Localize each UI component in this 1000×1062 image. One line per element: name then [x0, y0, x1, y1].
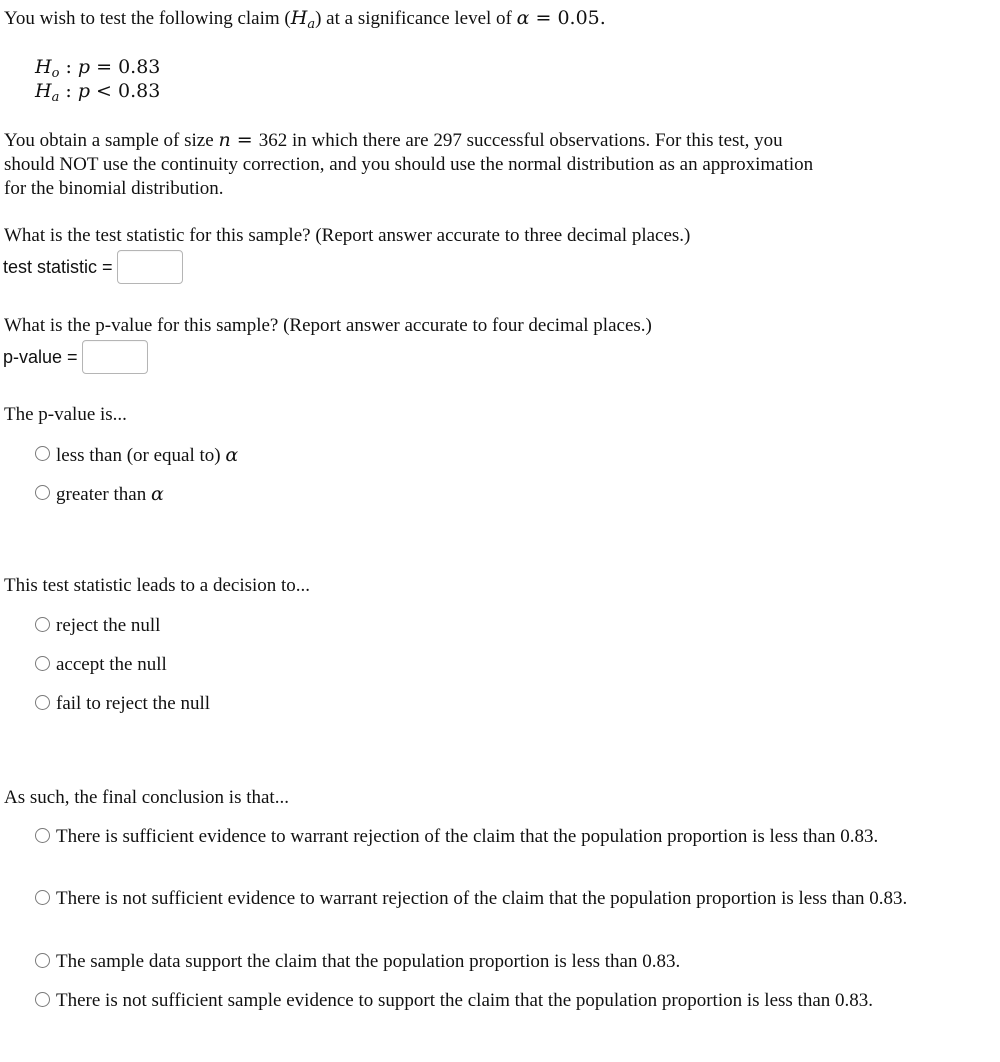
test-statistic-label: test statistic = — [3, 256, 113, 277]
p-value-row — [3, 340, 148, 374]
claim-H-symbol: H — [290, 7, 308, 29]
p-value-input[interactable] — [82, 340, 148, 374]
radio-button[interactable] — [35, 828, 50, 843]
radio-button[interactable] — [35, 695, 50, 710]
p-value-compare-question: The p-value is... — [4, 404, 127, 425]
radio-button[interactable] — [35, 890, 50, 905]
conclusion-question: As such, the final conclusion is that... — [4, 787, 289, 808]
test-statistic-question: What is the test statistic for this sample? (Report answer accurate to three decimal places.) — [4, 225, 691, 246]
p-value-label: p-value = — [3, 346, 78, 367]
conclusion-option-4[interactable]: There is not sufficient sample evidence to support the claim that the population proportion is less than 0.83. — [35, 989, 936, 1013]
test-statistic-row — [3, 250, 183, 284]
alpha-symbol: α — [516, 7, 530, 29]
decision-option-fail-to-reject[interactable]: fail to reject the null — [35, 692, 210, 716]
conclusion-option-3[interactable]: The sample data support the claim that the population proportion is less than 0.83. — [35, 950, 936, 974]
intro-text: You wish to test the following claim $(H_a)$ at a significance level of α = 0.05. — [4, 7, 606, 32]
radio-button[interactable] — [35, 617, 50, 632]
decision-question: This test statistic leads to a decision to... — [4, 575, 311, 596]
decision-option-accept[interactable]: accept the null — [35, 653, 167, 677]
radio-button[interactable] — [35, 485, 50, 500]
radio-button[interactable] — [35, 992, 50, 1007]
radio-button[interactable] — [35, 446, 50, 461]
compare-option-greater[interactable]: greater than α — [35, 482, 164, 507]
sample-description: You obtain a sample of size n = 362 in which there are 297 successful observations. For this test, you should NOT use the continuity correction, and you should use the normal distribution as an approximation for the binomial distribution. — [4, 129, 814, 199]
compare-option-less-equal[interactable]: less than (or equal to) α — [35, 443, 238, 468]
n-symbol: n — [218, 129, 231, 151]
decision-option-reject[interactable]: reject the null — [35, 614, 160, 638]
p-value-question: What is the p-value for this sample? (Report answer accurate to four decimal places.) — [4, 315, 652, 336]
conclusion-option-1[interactable]: There is sufficient evidence to warrant rejection of the claim that the population proportion is less than 0.83. — [35, 825, 936, 849]
conclusion-option-2[interactable]: There is not sufficient evidence to warrant rejection of the claim that the population proportion is less than 0.83. — [35, 887, 936, 911]
alternative-hypothesis: $H_a$ : p < 0.83 — [35, 80, 161, 105]
null-hypothesis: $H_o$ : p = 0.83 — [35, 56, 161, 81]
radio-button[interactable] — [35, 953, 50, 968]
test-statistic-input[interactable] — [117, 250, 183, 284]
radio-button[interactable] — [35, 656, 50, 671]
